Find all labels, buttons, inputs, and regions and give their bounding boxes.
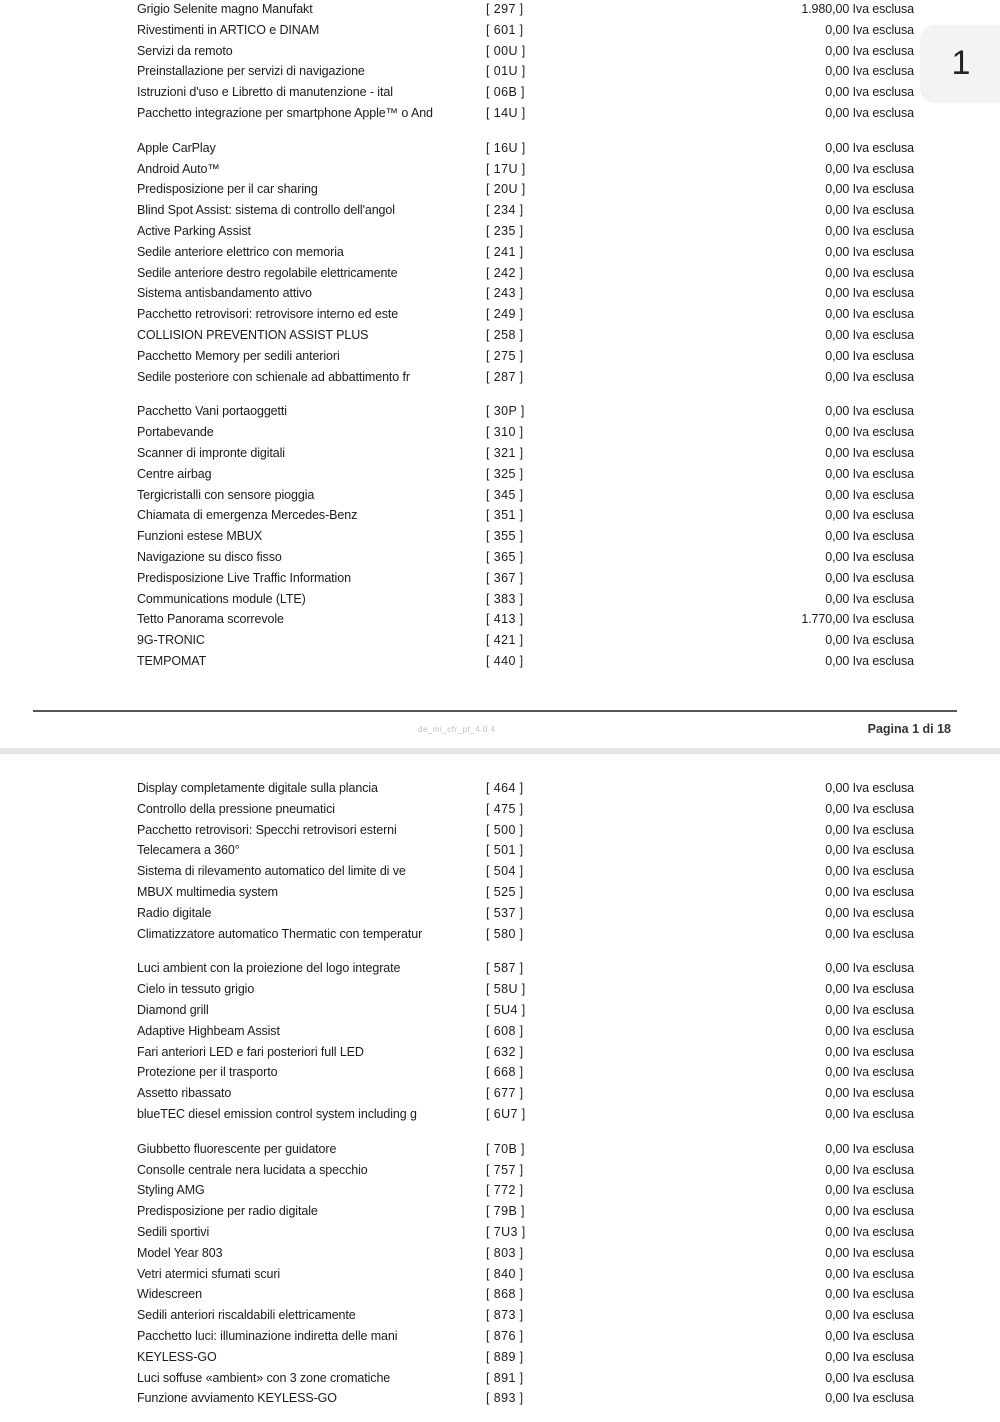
option-row xyxy=(0,444,1000,465)
option-description: Tetto Panorama scorrevole xyxy=(137,612,284,627)
option-code: [ 5U4 ] xyxy=(486,1002,526,1017)
option-description: Climatizzatore automatico Thermatic con temperatur xyxy=(137,926,423,941)
option-description: Pacchetto retrovisori: retrovisore interno ed este xyxy=(137,307,399,322)
option-description: Pacchetto Vani portaoggetti xyxy=(137,404,287,419)
option-code: [ 14U ] xyxy=(486,105,526,120)
option-description: Pacchetto luci: illuminazione indiretta delle mani xyxy=(137,1328,398,1343)
option-description: Luci ambient con la proiezione del logo integrate xyxy=(137,961,401,976)
option-row xyxy=(0,284,1000,305)
option-row xyxy=(0,800,1000,821)
option-code: [ 876 ] xyxy=(486,1328,524,1343)
option-description: Protezione per il trasporto xyxy=(137,1065,278,1080)
option-code: [ 345 ] xyxy=(486,487,524,502)
option-row xyxy=(0,305,1000,326)
option-row xyxy=(0,139,1000,160)
option-row xyxy=(0,904,1000,925)
option-price: 0,00 Iva esclusa xyxy=(825,105,914,120)
option-row xyxy=(0,506,1000,527)
option-code: [ 242 ] xyxy=(486,265,524,280)
option-price: 0,00 Iva esclusa xyxy=(825,244,914,259)
option-row xyxy=(0,1161,1000,1182)
option-row xyxy=(0,347,1000,368)
option-code: [ 241 ] xyxy=(486,244,524,259)
option-code: [ 321 ] xyxy=(486,445,524,460)
footer-document-code: de_mi_cfr_pt_4.0.4 xyxy=(418,725,496,734)
option-price: 0,00 Iva esclusa xyxy=(825,1023,914,1038)
option-code: [ 893 ] xyxy=(486,1391,524,1406)
option-price: 0,00 Iva esclusa xyxy=(825,801,914,816)
option-price: 0,00 Iva esclusa xyxy=(825,64,914,79)
option-row xyxy=(0,1084,1000,1105)
option-price: 0,00 Iva esclusa xyxy=(825,1183,914,1198)
footer-page-number: Pagina 1 di 18 xyxy=(867,722,951,736)
page-footer-divider xyxy=(33,710,957,712)
option-description: Predisposizione per il car sharing xyxy=(137,182,318,197)
option-row xyxy=(0,180,1000,201)
option-row xyxy=(0,1140,1000,1161)
option-description: Grigio Selenite magno Manufakt xyxy=(137,2,313,16)
option-code: [ 58U ] xyxy=(486,982,526,997)
option-row xyxy=(0,590,1000,611)
option-description: 9G-TRONIC xyxy=(137,633,205,648)
option-description: Diamond grill xyxy=(137,1002,209,1017)
option-row xyxy=(0,201,1000,222)
option-row xyxy=(0,1202,1000,1223)
option-row xyxy=(0,821,1000,842)
option-row xyxy=(0,1348,1000,1369)
option-row xyxy=(0,160,1000,181)
option-description: Istruzioni d'uso e Libretto di manutenzione - ital xyxy=(137,85,393,100)
option-code: [ 258 ] xyxy=(486,327,524,342)
option-price: 0,00 Iva esclusa xyxy=(825,549,914,564)
option-price: 0,00 Iva esclusa xyxy=(825,369,914,384)
option-description: blueTEC diesel emission control system including g xyxy=(137,1106,417,1121)
option-row xyxy=(0,62,1000,83)
page-indicator-badge[interactable]: 1 xyxy=(922,25,1000,101)
option-price: 0,00 Iva esclusa xyxy=(825,961,914,976)
option-code: [ 351 ] xyxy=(486,508,524,523)
option-code: [ 632 ] xyxy=(486,1044,524,1059)
option-row xyxy=(0,21,1000,42)
option-description: Tergicristalli con sensore pioggia xyxy=(137,487,315,502)
option-code: [ 537 ] xyxy=(486,905,524,920)
option-price: 0,00 Iva esclusa xyxy=(825,1162,914,1177)
option-row xyxy=(0,1181,1000,1202)
option-description: Radio digitale xyxy=(137,905,212,920)
option-code: [ 7U3 ] xyxy=(486,1224,526,1239)
option-row xyxy=(0,1001,1000,1022)
option-row xyxy=(0,980,1000,1001)
option-description: Sedili anteriori riscaldabili elettricamente xyxy=(137,1308,356,1323)
option-price: 0,00 Iva esclusa xyxy=(825,85,914,100)
option-description: Telecamera a 360° xyxy=(137,843,240,858)
option-description: MBUX multimedia system xyxy=(137,884,278,899)
option-code: [ 677 ] xyxy=(486,1086,524,1101)
option-code: [ 501 ] xyxy=(486,843,524,858)
option-row xyxy=(0,841,1000,862)
option-row xyxy=(0,104,1000,139)
option-price: 0,00 Iva esclusa xyxy=(825,884,914,899)
option-price: 0,00 Iva esclusa xyxy=(825,1224,914,1239)
option-description: Active Parking Assist xyxy=(137,223,251,238)
option-price: 0,00 Iva esclusa xyxy=(825,591,914,606)
option-price: 0,00 Iva esclusa xyxy=(825,529,914,544)
option-code: [ 01U ] xyxy=(486,64,526,79)
option-row xyxy=(0,326,1000,347)
option-price: 0,00 Iva esclusa xyxy=(825,466,914,481)
option-code: [ 757 ] xyxy=(486,1162,524,1177)
option-code: [ 383 ] xyxy=(486,591,524,606)
option-code: [ 16U ] xyxy=(486,140,526,155)
option-code: [ 20U ] xyxy=(486,182,526,197)
option-description: Giubbetto fluorescente per guidatore xyxy=(137,1141,337,1156)
option-description: Chiamata di emergenza Mercedes-Benz xyxy=(137,508,358,523)
option-code: [ 6U7 ] xyxy=(486,1106,526,1121)
option-code: [ 525 ] xyxy=(486,884,524,899)
option-price: 0,00 Iva esclusa xyxy=(825,307,914,322)
option-price: 0,00 Iva esclusa xyxy=(825,633,914,648)
option-row xyxy=(0,264,1000,285)
option-price: 0,00 Iva esclusa xyxy=(825,926,914,941)
document-page-2 xyxy=(0,754,1000,1422)
option-price: 0,00 Iva esclusa xyxy=(825,203,914,218)
option-description: Preinstallazione per servizi di navigazione xyxy=(137,64,365,79)
option-row xyxy=(0,1105,1000,1140)
option-code: [ 475 ] xyxy=(486,801,524,816)
option-description: Blind Spot Assist: sistema di controllo dell'angol xyxy=(137,203,395,218)
option-description: Fari anteriori LED e fari posteriori full LED xyxy=(137,1044,364,1059)
option-row xyxy=(0,1285,1000,1306)
option-code: [ 413 ] xyxy=(486,612,524,627)
option-description: Pacchetto Memory per sedili anteriori xyxy=(137,348,340,363)
option-price: 0,00 Iva esclusa xyxy=(825,1308,914,1323)
option-code: [ 668 ] xyxy=(486,1065,524,1080)
option-description: Communications module (LTE) xyxy=(137,591,306,606)
option-price: 0,00 Iva esclusa xyxy=(825,1287,914,1302)
option-row xyxy=(0,222,1000,243)
option-code: [ 803 ] xyxy=(486,1245,524,1260)
option-code: [ 325 ] xyxy=(486,466,524,481)
option-description: Portabevande xyxy=(137,425,214,440)
option-price: 1.980,00 Iva esclusa xyxy=(801,2,914,16)
option-price: 0,00 Iva esclusa xyxy=(825,1086,914,1101)
option-row xyxy=(0,1265,1000,1286)
option-price: 0,00 Iva esclusa xyxy=(825,1002,914,1017)
option-description: Adaptive Highbeam Assist xyxy=(137,1023,280,1038)
option-description: Pacchetto retrovisori: Specchi retrovisori esterni xyxy=(137,822,397,837)
option-description: Servizi da remoto xyxy=(137,43,233,58)
option-code: [ 891 ] xyxy=(486,1370,524,1385)
option-row xyxy=(0,1369,1000,1390)
option-code: [ 365 ] xyxy=(486,549,524,564)
option-row xyxy=(0,527,1000,548)
option-price: 0,00 Iva esclusa xyxy=(825,1391,914,1406)
option-description: Funzioni estese MBUX xyxy=(137,529,263,544)
option-code: [ 297 ] xyxy=(486,2,524,16)
option-row xyxy=(0,1327,1000,1348)
option-description: Apple CarPlay xyxy=(137,140,216,155)
option-row xyxy=(0,402,1000,423)
option-price: 0,00 Iva esclusa xyxy=(825,1370,914,1385)
option-code: [ 243 ] xyxy=(486,286,524,301)
option-row xyxy=(0,1389,1000,1410)
option-description: Model Year 803 xyxy=(137,1245,223,1260)
option-price: 0,00 Iva esclusa xyxy=(825,487,914,502)
option-price: 0,00 Iva esclusa xyxy=(825,1328,914,1343)
option-price: 0,00 Iva esclusa xyxy=(825,822,914,837)
option-code: [ 840 ] xyxy=(486,1266,524,1281)
option-price: 0,00 Iva esclusa xyxy=(825,570,914,585)
option-price: 0,00 Iva esclusa xyxy=(825,508,914,523)
option-code: [ 275 ] xyxy=(486,348,524,363)
option-row xyxy=(0,465,1000,486)
option-description: TEMPOMAT xyxy=(137,653,207,668)
option-row xyxy=(0,1043,1000,1064)
options-list-page-2 xyxy=(0,779,1000,1410)
option-row xyxy=(0,631,1000,652)
option-row xyxy=(0,548,1000,569)
option-row xyxy=(0,1244,1000,1265)
option-row xyxy=(0,368,1000,403)
option-code: [ 310 ] xyxy=(486,425,524,440)
option-description: Assetto ribassato xyxy=(137,1086,232,1101)
option-price: 0,00 Iva esclusa xyxy=(825,1245,914,1260)
option-description: Display completamente digitale sulla plancia xyxy=(137,781,378,795)
option-code: [ 464 ] xyxy=(486,781,524,795)
option-price: 0,00 Iva esclusa xyxy=(825,1065,914,1080)
option-description: Cielo in tessuto grigio xyxy=(137,982,255,997)
option-description: Widescreen xyxy=(137,1287,202,1302)
option-code: [ 868 ] xyxy=(486,1287,524,1302)
option-row xyxy=(0,883,1000,904)
option-description: Controllo della pressione pneumatici xyxy=(137,801,335,816)
option-description: Centre airbag xyxy=(137,466,212,481)
option-code: [ 79B ] xyxy=(486,1204,525,1219)
option-row xyxy=(0,610,1000,631)
option-price: 0,00 Iva esclusa xyxy=(825,425,914,440)
option-description: Pacchetto integrazione per smartphone Apple™ o And xyxy=(137,105,433,120)
option-code: [ 70B ] xyxy=(486,1141,525,1156)
option-code: [ 608 ] xyxy=(486,1023,524,1038)
option-price: 0,00 Iva esclusa xyxy=(825,445,914,460)
option-code: [ 587 ] xyxy=(486,961,524,976)
option-price: 0,00 Iva esclusa xyxy=(825,653,914,668)
option-row xyxy=(0,486,1000,507)
option-description: Predisposizione per radio digitale xyxy=(137,1204,318,1219)
option-price: 0,00 Iva esclusa xyxy=(825,905,914,920)
option-code: [ 00U ] xyxy=(486,43,526,58)
option-description: Funzione avviamento KEYLESS-GO xyxy=(137,1391,337,1406)
option-row xyxy=(0,1306,1000,1327)
option-code: [ 580 ] xyxy=(486,926,524,941)
option-row xyxy=(0,925,1000,960)
option-description: Scanner di impronte digitali xyxy=(137,445,285,460)
option-description: Predisposizione Live Traffic Information xyxy=(137,570,351,585)
option-description: Vetri atermici sfumati scuri xyxy=(137,1266,281,1281)
option-price: 0,00 Iva esclusa xyxy=(825,161,914,176)
option-row xyxy=(0,83,1000,104)
option-price: 0,00 Iva esclusa xyxy=(825,286,914,301)
option-row xyxy=(0,1223,1000,1244)
option-code: [ 249 ] xyxy=(486,307,524,322)
option-price: 0,00 Iva esclusa xyxy=(825,1141,914,1156)
option-description: Sedile posteriore con schienale ad abbattimento fr xyxy=(137,369,410,384)
option-code: [ 601 ] xyxy=(486,22,524,37)
option-price: 0,00 Iva esclusa xyxy=(825,265,914,280)
option-price: 0,00 Iva esclusa xyxy=(825,223,914,238)
option-code: [ 367 ] xyxy=(486,570,524,585)
option-code: [ 873 ] xyxy=(486,1308,524,1323)
option-price: 0,00 Iva esclusa xyxy=(825,781,914,795)
option-description: Sistema antisbandamento attivo xyxy=(137,286,312,301)
option-price: 0,00 Iva esclusa xyxy=(825,864,914,879)
option-code: [ 440 ] xyxy=(486,653,524,668)
option-price: 0,00 Iva esclusa xyxy=(825,182,914,197)
option-price: 0,00 Iva esclusa xyxy=(825,404,914,419)
option-row xyxy=(0,779,1000,800)
option-description: Sedile anteriore destro regolabile elettricamente xyxy=(137,265,398,280)
option-description: Sedile anteriore elettrico con memoria xyxy=(137,244,344,259)
option-price: 0,00 Iva esclusa xyxy=(825,1266,914,1281)
option-row xyxy=(0,0,1000,21)
option-row xyxy=(0,569,1000,590)
option-code: [ 30P ] xyxy=(486,404,525,419)
option-row xyxy=(0,243,1000,264)
option-price: 0,00 Iva esclusa xyxy=(825,1204,914,1219)
option-price: 0,00 Iva esclusa xyxy=(825,982,914,997)
option-description: KEYLESS-GO xyxy=(137,1349,217,1364)
option-price: 0,00 Iva esclusa xyxy=(825,1106,914,1121)
option-description: Navigazione su disco fisso xyxy=(137,549,282,564)
option-code: [ 234 ] xyxy=(486,203,524,218)
option-row xyxy=(0,42,1000,63)
option-description: Android Auto™ xyxy=(137,161,220,176)
option-row xyxy=(0,652,1000,673)
option-row xyxy=(0,862,1000,883)
option-price: 1.770,00 Iva esclusa xyxy=(801,612,914,627)
option-code: [ 889 ] xyxy=(486,1349,524,1364)
option-description: Rivestimenti in ARTICO e DINAM xyxy=(137,22,320,37)
option-code: [ 504 ] xyxy=(486,864,524,879)
option-description: Sistema di rilevamento automatico del limite di ve xyxy=(137,864,406,879)
option-row xyxy=(0,959,1000,980)
option-code: [ 500 ] xyxy=(486,822,524,837)
option-description: Styling AMG xyxy=(137,1183,205,1198)
option-code: [ 287 ] xyxy=(486,369,524,384)
option-code: [ 421 ] xyxy=(486,633,524,648)
option-price: 0,00 Iva esclusa xyxy=(825,43,914,58)
option-price: 0,00 Iva esclusa xyxy=(825,140,914,155)
option-price: 0,00 Iva esclusa xyxy=(825,843,914,858)
option-row xyxy=(0,423,1000,444)
option-code: [ 355 ] xyxy=(486,529,524,544)
option-code: [ 772 ] xyxy=(486,1183,524,1198)
option-description: Consolle centrale nera lucidata a specchio xyxy=(137,1162,368,1177)
option-code: [ 17U ] xyxy=(486,161,526,176)
option-description: Luci soffuse «ambient» con 3 zone cromatiche xyxy=(137,1370,391,1385)
option-price: 0,00 Iva esclusa xyxy=(825,1044,914,1059)
option-description: Sedili sportivi xyxy=(137,1224,210,1239)
option-code: [ 235 ] xyxy=(486,223,524,238)
option-description: COLLISION PREVENTION ASSIST PLUS xyxy=(137,327,369,342)
option-price: 0,00 Iva esclusa xyxy=(825,22,914,37)
options-list-page-1 xyxy=(0,0,1000,673)
option-code: [ 06B ] xyxy=(486,85,525,100)
option-row xyxy=(0,1022,1000,1043)
option-price: 0,00 Iva esclusa xyxy=(825,348,914,363)
option-price: 0,00 Iva esclusa xyxy=(825,1349,914,1364)
option-row xyxy=(0,1063,1000,1084)
option-price: 0,00 Iva esclusa xyxy=(825,327,914,342)
